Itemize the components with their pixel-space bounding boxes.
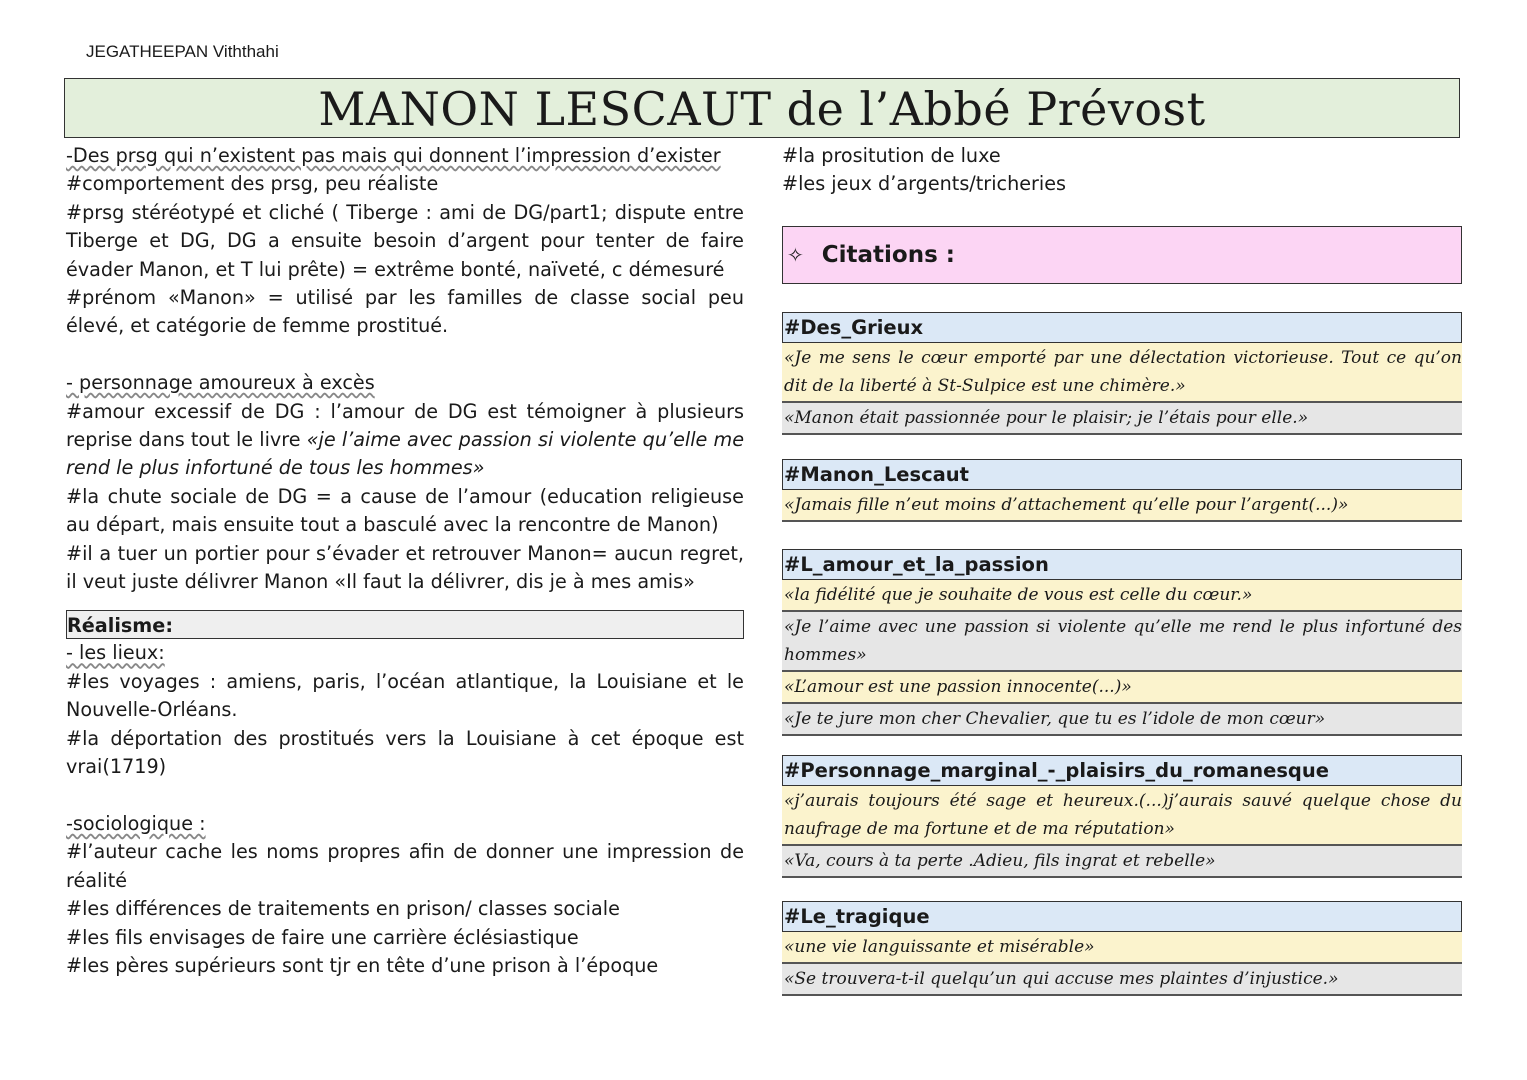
- quote: «une vie languissante et misérable»: [782, 932, 1462, 964]
- right-column-notes: [782, 142, 1462, 199]
- quote: «Jamais fille n’eut moins d’attachement qu’elle pour l’argent(...)»: [782, 490, 1462, 522]
- note-line: #prénom «Manon» = utilisé par les familles de classe social peu élevé, et catégorie de femme prostitué.: [66, 286, 744, 338]
- note-line: #amour excessif de DG : l’amour de DG est témoigner à plusieurs reprise dans tout le livre «je l’aime avec passion si violente qu’elle me rend le plus infortuné de tous les hommes»: [66, 399, 745, 480]
- section-manon-lescaut: [782, 459, 1462, 522]
- note-line: #il a tuer un portier pour s’évader et retrouver Manon= aucun regret, il veut juste délivrer Manon «Il faut la délivrer, dis je à mes amis»: [66, 541, 744, 594]
- note-line: #l’auteur cache les noms propres afin de donner une impression de réalité: [66, 840, 744, 892]
- quote: «Va, cours à ta perte .Adieu, fils ingrat et rebelle»: [782, 846, 1462, 878]
- quote: «j’aurais toujours été sage et heureux.(...)j’aurais sauvé quelque chose du naufrage de ma fortune et de ma réputation»: [782, 786, 1462, 846]
- heading-sociological: -sociologique :: [66, 811, 206, 835]
- heading-places: - les lieux:: [66, 641, 165, 665]
- heading-excessive-love: - personnage amoureux à excès: [66, 371, 375, 395]
- left-column: [66, 142, 744, 980]
- quote: «la fidélité que je souhaite de vous est celle du cœur.»: [782, 580, 1462, 612]
- citations-label: Citations :: [821, 242, 955, 268]
- section-amour-passion: [782, 549, 1462, 736]
- note-line: #la déportation des prostitués vers la Louisiane à cet époque est vrai(1719): [66, 726, 744, 779]
- section-personnage-marginal: [782, 755, 1462, 878]
- note-line: #prsg stéréotypé et cliché ( Tiberge : ami de DG/part1; dispute entre Tiberge et DG, DG a ensuite besoin d’argent pour tenter de faire évader Manon, et T lui prête) = extrême bonté, naïveté, c démesuré: [66, 200, 744, 281]
- note-line: #les pères supérieurs sont tjr en tête d’une prison à l’époque: [66, 953, 659, 977]
- section-des-grieux: [782, 312, 1462, 435]
- section-tragique: [782, 901, 1462, 996]
- note-line: #les voyages : amiens, paris, l’océan atlantique, la Louisiane et le Nouvelle-Orléans.: [66, 669, 744, 722]
- note-line: #comportement des prsg, peu réaliste: [66, 172, 439, 196]
- page-title: MANON LESCAUT de l’Abbé Prévost: [318, 82, 1206, 136]
- heading-fictional-characters: -Des prsg qui n’existent pas mais qui donnent l’impression d’exister: [66, 144, 721, 167]
- section-title: #Des_Grieux: [782, 312, 1462, 343]
- note-line: #la chute sociale de DG = a cause de l’amour (education religieuse au départ, mais ensuite tout a basculé avec la rencontre de Manon): [66, 484, 744, 537]
- quote: «Manon était passionnée pour le plaisir; je l’étais pour elle.»: [782, 403, 1462, 435]
- section-title: #Manon_Lescaut: [782, 459, 1462, 490]
- quote: «L’amour est une passion innocente(...)»: [782, 672, 1462, 704]
- realisme-section-header: Réalisme:: [66, 610, 744, 639]
- quote: «Je me sens le cœur emporté par une délectation victorieuse. Tout ce qu’on dit de la liberté à St-Sulpice est une chimère.»: [782, 343, 1462, 403]
- author-name: JEGATHEEPAN Viththahi: [86, 42, 279, 61]
- note-line: #la prositution de luxe: [782, 144, 1001, 167]
- note-line: #les fils envisages de faire une carrière éclésiastique: [66, 925, 579, 949]
- note-line: #les jeux d’argents/tricheries: [782, 172, 1067, 196]
- quote: «Je te jure mon cher Chevalier, que tu es l’idole de mon cœur»: [782, 704, 1462, 736]
- citations-header: [782, 226, 1462, 284]
- title-banner: [64, 78, 1460, 138]
- quote: «Se trouvera-t-il quelqu’un qui accuse mes plaintes d’injustice.»: [782, 964, 1462, 996]
- four-pointed-star-icon: ✧: [787, 243, 804, 267]
- note-line: #les différences de traitements en prison/ classes sociale: [66, 897, 620, 921]
- section-title: #L_amour_et_la_passion: [782, 549, 1462, 580]
- quote: «Je l’aime avec une passion si violente qu’elle me rend le plus infortuné des hommes»: [782, 612, 1462, 672]
- section-title: #Personnage_marginal_-_plaisirs_du_romanesque: [782, 755, 1462, 786]
- section-title: #Le_tragique: [782, 901, 1462, 932]
